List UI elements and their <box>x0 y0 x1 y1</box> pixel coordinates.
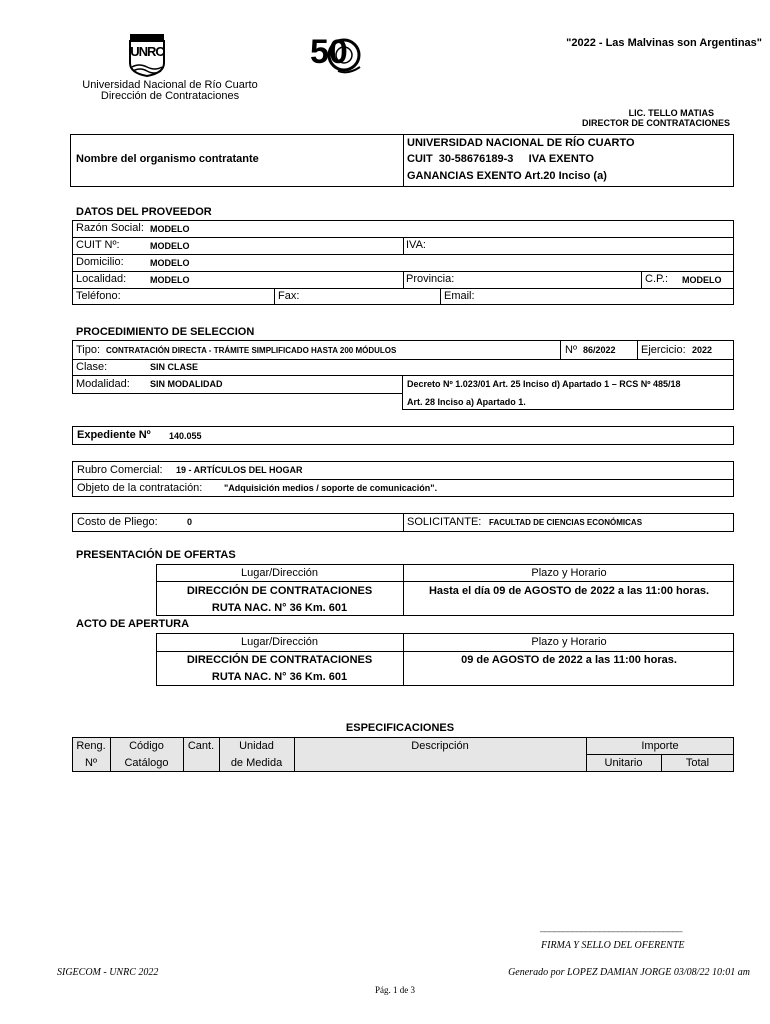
reng-header-1: Reng. <box>76 740 106 752</box>
total-header: Total <box>685 757 710 769</box>
ejercicio-value: 2022 <box>692 345 713 355</box>
numero-value: 86/2022 <box>583 345 616 355</box>
localidad-value: MODELO <box>150 275 190 285</box>
objeto-label: Objeto de la contratación: <box>77 482 203 494</box>
presentacion-plazo-header: Plazo y Horario <box>531 567 607 579</box>
university-name: Universidad Nacional de Río Cuarto <box>82 79 258 91</box>
presentacion-lugar-line1: DIRECCIÓN DE CONTRATACIONES <box>186 585 373 597</box>
sigecom-label: SIGECOM - UNRC 2022 <box>57 967 159 978</box>
rubro-value: 19 - ARTÍCULOS DEL HOGAR <box>176 465 303 475</box>
codigo-header-2: Catálogo <box>124 757 169 769</box>
codigo-header-1: Código <box>129 740 164 752</box>
anniversary-number: 50 <box>310 33 348 71</box>
procedimiento-section-title: PROCEDIMIENTO DE SELECCION <box>76 326 255 338</box>
page-number: Pág. 1 de 3 <box>375 985 415 995</box>
iva-label: IVA: <box>406 239 426 251</box>
cuit-value: MODELO <box>150 241 190 251</box>
motto: "2022 - Las Malvinas son Argentinas" <box>566 37 762 49</box>
provincia-label: Provincia: <box>406 273 455 285</box>
unrc-logo-icon <box>127 33 167 77</box>
unitario-header: Unitario <box>604 757 643 769</box>
unidad-header-1: Unidad <box>239 740 274 752</box>
expediente-label: Expediente Nº <box>77 429 151 441</box>
presentacion-section-title: PRESENTACIÓN DE OFERTAS <box>76 549 236 561</box>
decreto-line2: Art. 28 Inciso a) Apartado 1. <box>407 397 526 407</box>
domicilio-value: MODELO <box>150 258 190 268</box>
generado-label: Generado por LOPEZ DAMIAN JORGE 03/08/22 10:01 am <box>508 967 750 978</box>
firma-label: FIRMA Y SELLO DEL OFERENTE <box>541 940 685 951</box>
ejercicio-label: Ejercicio: <box>641 344 686 356</box>
anniversary-logo-icon <box>308 33 364 75</box>
director-title: DIRECTOR DE CONTRATACIONES <box>581 118 730 128</box>
logo-text: UNRC <box>130 44 164 59</box>
cp-label: C.P.: <box>645 273 669 285</box>
apertura-plazo-value: 09 de AGOSTO de 2022 a las 11:00 horas. <box>461 654 677 666</box>
costo-value: 0 <box>187 517 193 527</box>
apertura-section-title: ACTO DE APERTURA <box>76 618 190 630</box>
tipo-value: CONTRATACIÓN DIRECTA - TRÁMITE SIMPLIFICADO HASTA 200 MÓDULOS <box>106 346 397 355</box>
clase-label: Clase: <box>76 361 108 373</box>
telefono-label: Teléfono: <box>76 290 121 302</box>
razon-social-label: Razón Social: <box>76 222 144 234</box>
expediente-value: 140.055 <box>169 431 202 441</box>
apertura-lugar-line2: RUTA NAC. N° 36 Km. 601 <box>211 671 348 683</box>
reng-header-2: Nº <box>85 757 97 769</box>
numero-label: Nº <box>565 344 577 356</box>
apertura-lugar-header: Lugar/Dirección <box>240 636 319 648</box>
presentacion-lugar-header: Lugar/Dirección <box>240 567 319 579</box>
cant-header: Cant. <box>187 740 215 752</box>
rubro-label: Rubro Comercial: <box>77 464 163 476</box>
unidad-header-2: de Medida <box>230 757 283 769</box>
proveedor-section-title: DATOS DEL PROVEEDOR <box>76 206 212 218</box>
descripcion-header: Descripción <box>411 740 469 752</box>
director-name: LIC. TELLO MATIAS <box>628 108 714 118</box>
objeto-value: "Adquisición medios / soporte de comunicación". <box>224 483 438 493</box>
importe-header: Importe <box>641 740 679 752</box>
domicilio-label: Domicilio: <box>76 256 124 268</box>
signature-line: _______________________________ <box>540 922 682 933</box>
email-label: Email: <box>444 290 475 302</box>
organismo-cuit: CUIT 30-58676189-3 IVA EXENTO <box>407 153 594 165</box>
apertura-lugar-line1: DIRECCIÓN DE CONTRATACIONES <box>186 654 373 666</box>
especificaciones-title: ESPECIFICACIONES <box>345 722 455 734</box>
department-name: Dirección de Contrataciones <box>100 90 240 102</box>
presentacion-plazo-value: Hasta el día 09 de AGOSTO de 2022 a las 11:00 horas. <box>428 585 710 597</box>
localidad-label: Localidad: <box>76 273 127 285</box>
cp-value: MODELO <box>682 275 722 285</box>
solicitante-value: FACULTAD DE CIENCIAS ECONÓMICAS <box>489 518 643 527</box>
modalidad-label: Modalidad: <box>76 378 130 390</box>
organismo-ganancias: GANANCIAS EXENTO Art.20 Inciso (a) <box>407 170 607 182</box>
clase-value: SIN CLASE <box>150 362 199 372</box>
costo-label: Costo de Pliego: <box>77 516 158 528</box>
presentacion-lugar-line2: RUTA NAC. N° 36 Km. 601 <box>211 602 348 614</box>
fax-label: Fax: <box>278 290 300 302</box>
razon-social-value: MODELO <box>150 224 190 234</box>
organismo-name: UNIVERSIDAD NACIONAL DE RÍO CUARTO <box>407 137 635 149</box>
apertura-plazo-header: Plazo y Horario <box>531 636 607 648</box>
decreto-line1: Decreto Nº 1.023/01 Art. 25 Inciso d) Apartado 1 – RCS Nº 485/18 <box>407 379 681 389</box>
organismo-label: Nombre del organismo contratante <box>76 153 259 165</box>
modalidad-value: SIN MODALIDAD <box>150 379 223 389</box>
cuit-label: CUIT Nº: <box>76 239 120 251</box>
solicitante-label: SOLICITANTE: <box>407 516 482 528</box>
tipo-label: Tipo: <box>76 344 101 356</box>
